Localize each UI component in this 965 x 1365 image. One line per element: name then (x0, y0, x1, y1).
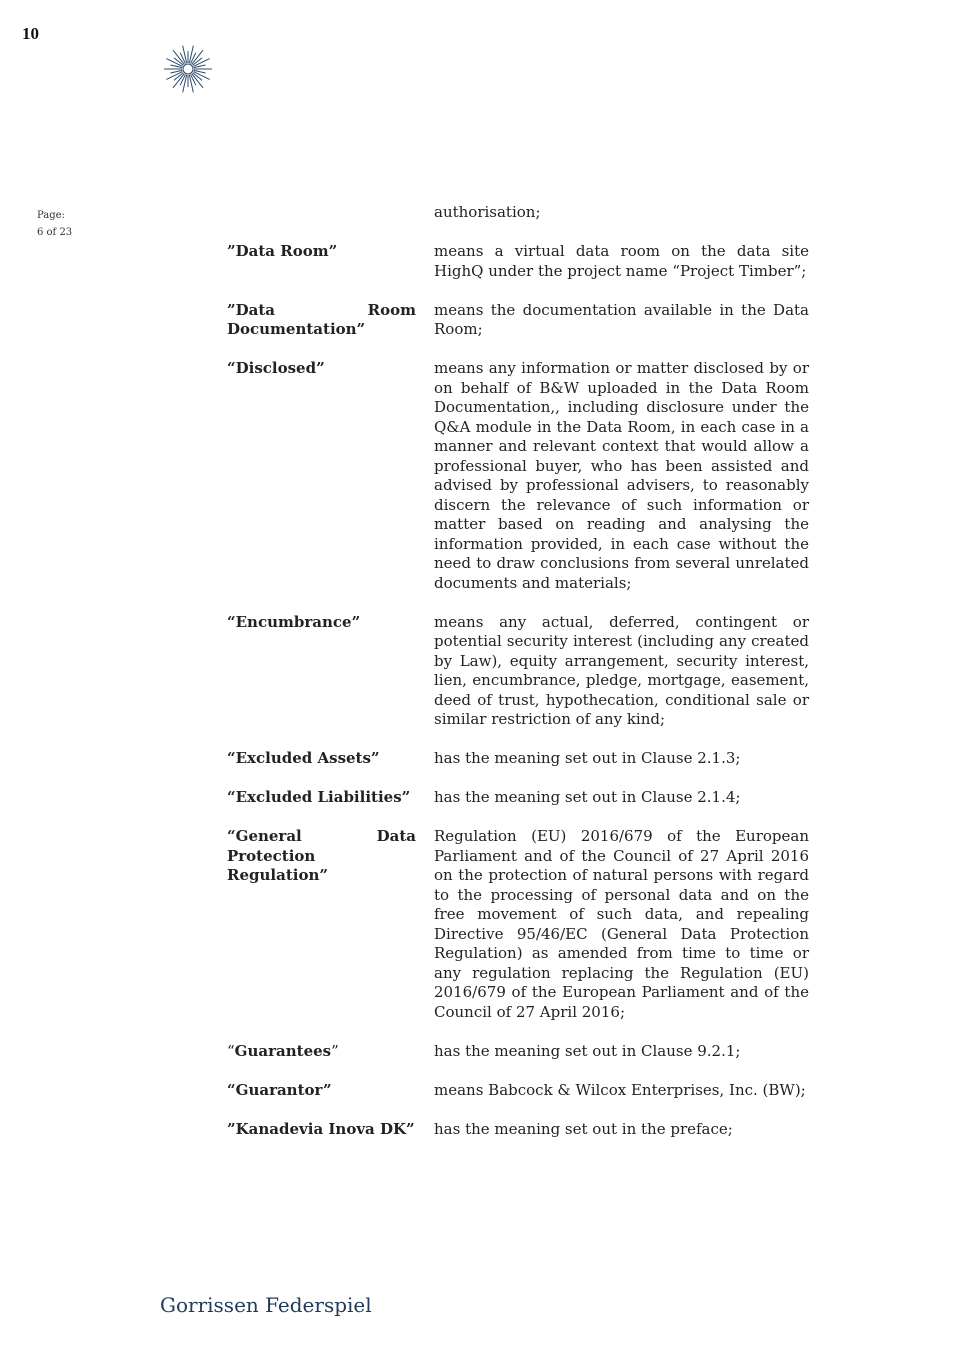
page-reference (37, 207, 72, 241)
definition-text: means the documentation available in the Data Room; (434, 300, 809, 338)
definition-text: has the meaning set out in the preface; (434, 1119, 733, 1138)
definition-term: ”Data Room Documentation” (227, 300, 416, 338)
definition-text: means a virtual data room on the data site HighQ under the project name “Project Timber”; (434, 242, 809, 280)
definition-term (227, 203, 416, 223)
definition-row (227, 1120, 809, 1140)
definition-term: “Excluded Assets” (227, 749, 380, 767)
definition-term: ”Kanadevia Inova DK” (227, 1119, 415, 1138)
open-quote: “ (227, 1041, 235, 1060)
definition-row (227, 242, 809, 281)
definition-text: means Babcock & Wilcox Enterprises, Inc. (BW); (434, 1080, 806, 1099)
term-word: Guarantees (234, 1041, 332, 1060)
definition-row (227, 301, 809, 340)
definition-row (227, 613, 809, 730)
definition-text: has the meaning set out in Clause 2.1.3; (434, 749, 741, 767)
definition-row (227, 827, 809, 1022)
definition-row (227, 788, 809, 808)
definition-text: has the meaning set out in Clause 9.2.1; (434, 1041, 741, 1060)
definitions-list (227, 203, 809, 1159)
definition-row (227, 359, 809, 593)
definition-row (227, 749, 809, 769)
definition-term: “General Data Protection Regulation” (227, 827, 416, 884)
definition-row-continuation (227, 203, 809, 223)
page-ref-value: 6 of 23 (37, 227, 73, 238)
page-number: 10 (22, 24, 39, 43)
definition-row (227, 1042, 809, 1062)
definition-term: “Encumbrance” (227, 612, 361, 631)
definition-term: ”Data Room” (227, 242, 338, 260)
definition-term: “Excluded Liabilities” (227, 788, 411, 806)
definition-term: “Disclosed” (227, 359, 325, 377)
definition-text: authorisation; (434, 203, 541, 221)
definition-term (227, 1042, 416, 1062)
definition-text: means any information or matter disclosed by or on behalf of B&W uploaded in the Data Room Documentation,, including disclosure under the Q&A module in the Data Room, in each case in a manner and relevant context that would allow a professional buyer, who has been assisted and advised by professional advisers, to reasonably discern the relevance of such information or matter based on reading and analysing the information provided, in each case without the need to draw conclusions from several unrelated documents and materials; (434, 359, 809, 592)
page-ref-label: Page: (37, 210, 65, 221)
close-quote: ” (331, 1041, 339, 1060)
footer-firm-name: Gorrissen Federspiel (160, 1293, 372, 1317)
definition-text: Regulation (EU) 2016/679 of the European Parliament and of the Council of 27 April 2016 on the protection of natural persons with regard to the processing of personal data and on the free movement of such data, and repealing Directive 95/46/EC (General Data Protection Regulation) as amended from time to time or any regulation replacing the Regulation (EU) 2016/679 of the European Parliament and of the Council of 27 April 2016; (434, 827, 809, 1021)
definition-text: has the meaning set out in Clause 2.1.4; (434, 788, 741, 806)
sunburst-logo-icon (160, 44, 216, 94)
definition-term: “Guarantor” (227, 1080, 332, 1099)
definition-row (227, 1081, 809, 1101)
definition-text: means any actual, deferred, contingent or potential security interest (including any created by Law), equity arrangement, security interest, lien, encumbrance, pledge, mortgage, easement, deed of trust, hypothecation, conditional sale or similar restriction of any kind; (434, 612, 809, 728)
